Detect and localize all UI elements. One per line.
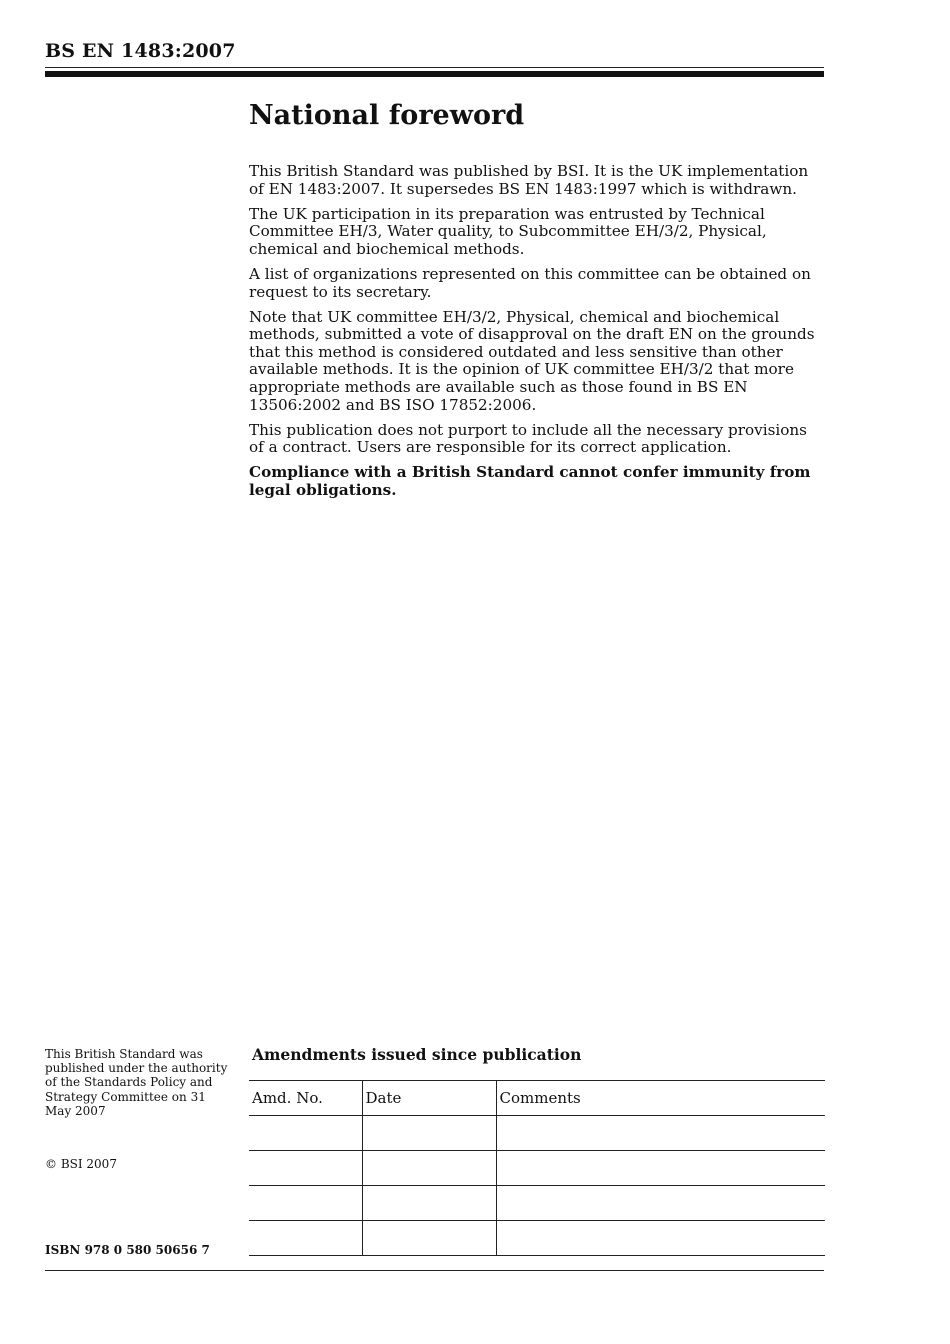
table-header-row <box>249 1081 825 1116</box>
copyright-notice: © BSI 2007 <box>45 1157 117 1171</box>
standard-number: BS EN 1483:2007 <box>45 40 236 62</box>
footer-rule <box>45 1270 824 1271</box>
header-rule-thick <box>45 71 824 77</box>
authority-note: This British Standard was published under the authority of the Standards Policy and Strategy Committee on 31 May 2007 <box>45 1047 228 1118</box>
table-row <box>249 1116 825 1151</box>
table-cell <box>496 1186 825 1221</box>
table-cell <box>362 1151 496 1186</box>
table-cell <box>249 1221 362 1256</box>
table-cell <box>362 1116 496 1151</box>
paragraph-participation: The UK participation in its preparation was entrusted by Technical Committee EH/3, Water quality, to Subcommittee EH/3/2, Physical, chemical and biochemical methods. <box>249 204 767 258</box>
table-cell <box>249 1116 362 1151</box>
paragraph-compliance: Compliance with a British Standard cannot confer immunity from legal obligations. <box>249 463 811 499</box>
page-title: National foreword <box>249 100 525 131</box>
table-row <box>249 1151 825 1186</box>
table-row <box>249 1186 825 1221</box>
table-cell <box>362 1186 496 1221</box>
column-header-comments: Comments <box>496 1081 825 1116</box>
column-header-date: Date <box>362 1081 496 1116</box>
amendments-title: Amendments issued since publication <box>252 1045 582 1064</box>
paragraph-publication: This British Standard was published by BSI. It is the UK implementation of EN 1483:2007. It supersedes BS EN 1483:1997 which is withdrawn. <box>249 162 809 198</box>
table-cell <box>496 1221 825 1256</box>
table-row <box>249 1221 825 1256</box>
column-header-amd-no: Amd. No. <box>249 1081 362 1116</box>
foreword-body <box>249 163 824 507</box>
header-rule-thin <box>45 67 824 68</box>
table-cell <box>496 1151 825 1186</box>
table-cell <box>249 1186 362 1221</box>
table-cell <box>249 1151 362 1186</box>
paragraph-provisions: This publication does not purport to include all the necessary provisions of a contract. Users are responsible for its correct application. <box>249 420 807 457</box>
paragraph-committee-list: A list of organizations represented on this committee can be obtained on request to its secretary. <box>249 264 811 301</box>
table-cell <box>362 1221 496 1256</box>
amendments-table <box>249 1080 825 1256</box>
isbn: ISBN 978 0 580 50656 7 <box>45 1243 210 1257</box>
table-cell <box>496 1116 825 1151</box>
paragraph-disapproval-note: Note that UK committee EH/3/2, Physical, chemical and biochemical methods, submitted a vote of disapproval on the draft EN on the grounds that this method is considered outdated and less sensitive than other available methods. It is the opinion of UK committee EH/3/2 that more appropriate methods are available such as those found in BS EN 13506:2002 and BS ISO 17852:2006. <box>249 307 815 414</box>
